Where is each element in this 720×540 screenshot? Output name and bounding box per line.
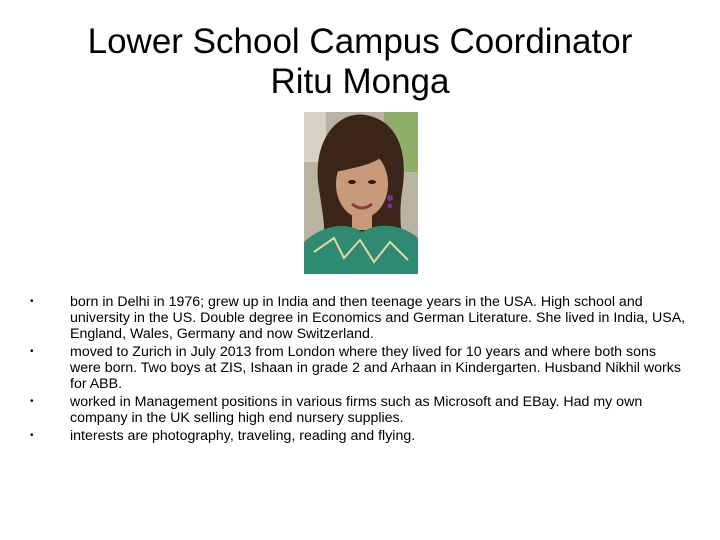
list-item: [30, 344, 690, 392]
list-item: [30, 394, 690, 426]
bullet-icon: •: [30, 296, 34, 307]
title-person-name: Ritu Monga: [270, 62, 450, 101]
title-role: Lower School Campus Coordinator: [87, 22, 633, 61]
list-item: [30, 428, 690, 444]
bullet-text: born in Delhi in 1976; grew up in India and then teenage years in the USA. High school and university in the US. Double degree in Economics and German Literature. She lived in India, USA, England, Wales, Germany and now Switzerland.: [70, 294, 686, 342]
bullet-text: worked in Management positions in various firms such as Microsoft and EBay. Had my own company in the UK selling high end nursery supplies.: [70, 394, 643, 426]
bullet-icon: •: [30, 396, 34, 407]
bullet-icon: •: [30, 346, 34, 357]
bullet-icon: •: [30, 430, 34, 441]
portrait-illustration: [304, 112, 418, 274]
bullet-text: interests are photography, traveling, reading and flying.: [70, 428, 416, 444]
bio-bullet-list: [30, 294, 690, 446]
slide-title: [40, 22, 680, 102]
bullet-text: moved to Zurich in July 2013 from London where they lived for 10 years and where both sons were born. Two boys at ZIS, Ishaan in grade 2 and Arhaan in Kindergarten. Husband Nikhil works for ABB.: [70, 344, 681, 392]
portrait-photo: [304, 112, 418, 274]
list-item: [30, 294, 690, 342]
